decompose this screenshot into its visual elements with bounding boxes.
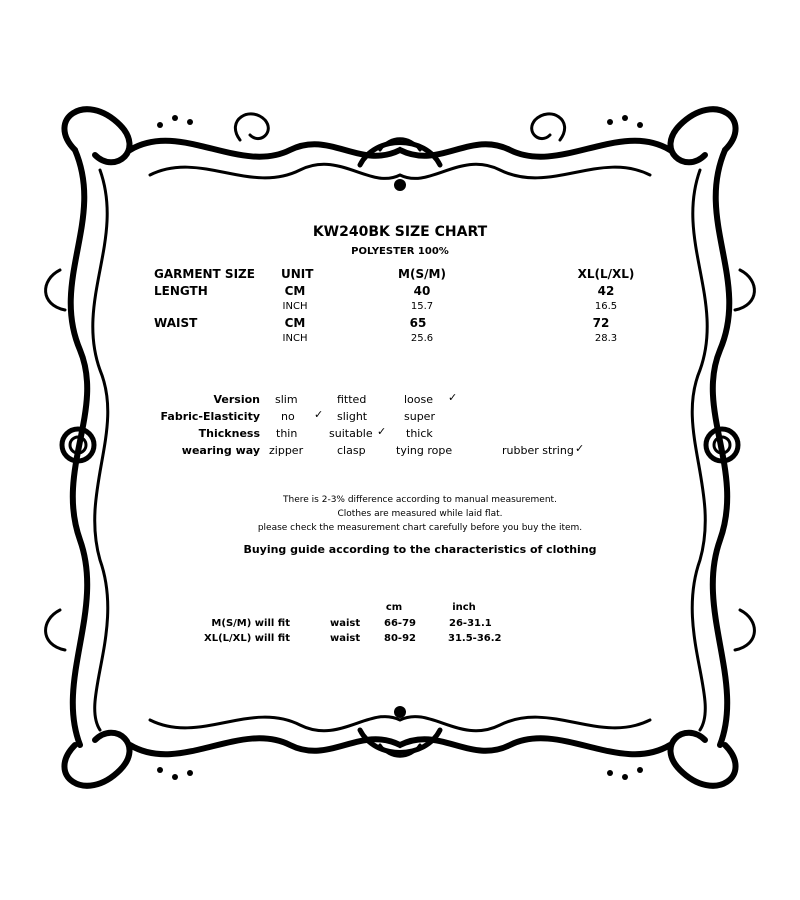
attr-label-wearing-way: wearing way: [181, 444, 260, 457]
row-label-length: LENGTH: [154, 284, 208, 298]
chart-subtitle: POLYESTER 100%: [351, 246, 449, 257]
fit-row-inch: 26-31.1: [449, 618, 492, 629]
attr-wearing-rubber-string: rubber string: [502, 444, 574, 457]
header-unit: UNIT: [281, 267, 314, 281]
attr-label-thickness: Thickness: [198, 427, 260, 440]
row-label-waist: WAIST: [154, 316, 198, 330]
attr-version-fitted: fitted: [337, 393, 367, 406]
note-laid-flat: Clothes are measured while laid flat.: [337, 509, 503, 519]
fit-row-size: M(S/M) will fit: [211, 618, 290, 629]
fit-header-cm: cm: [385, 602, 403, 613]
fit-row-part: waist: [330, 618, 361, 629]
fit-row-inch: 31.5-36.2: [448, 633, 502, 644]
header-garment-size: GARMENT SIZE: [154, 267, 255, 281]
row-unit-inch: INCH: [282, 333, 308, 344]
cell-length-m-cm: 40: [413, 284, 431, 298]
cell-waist-xl-inch: 28.3: [594, 333, 618, 344]
fit-row-cm: 80-92: [384, 633, 416, 644]
attr-wearing-clasp: clasp: [337, 444, 366, 457]
cell-waist-xl-cm: 72: [592, 316, 610, 330]
header-m: M(S/M): [398, 267, 446, 281]
chart-title: KW240BK SIZE CHART: [312, 224, 488, 240]
note-check-chart: please check the measurement chart carefully before you buy the item.: [257, 523, 583, 533]
attr-thickness-thick: thick: [406, 427, 433, 440]
attr-thickness-suitable: suitable: [329, 427, 373, 440]
check-icon: ✓: [575, 442, 585, 455]
fit-header-inch: inch: [452, 602, 476, 613]
attr-wearing-tying-rope: tying rope: [396, 444, 453, 457]
check-icon: ✓: [448, 391, 458, 404]
check-icon: ✓: [377, 425, 387, 438]
check-icon: ✓: [314, 408, 324, 421]
row-unit-cm: CM: [284, 316, 306, 330]
attr-elasticity-no: no: [281, 410, 295, 423]
note-measurement-difference: There is 2-3% difference according to manual measurement.: [283, 495, 557, 505]
attr-elasticity-super: super: [404, 410, 435, 423]
attr-version-loose: loose: [404, 393, 434, 406]
attr-wearing-zipper: zipper: [269, 444, 304, 457]
fit-row-part: waist: [330, 633, 361, 644]
attr-label-elasticity: Fabric-Elasticity: [160, 410, 260, 423]
attr-thickness-thin: thin: [276, 427, 298, 440]
fit-row-cm: 66-79: [384, 618, 416, 629]
row-unit-inch: INCH: [282, 301, 308, 312]
header-xl: XL(L/XL): [577, 267, 635, 281]
cell-waist-m-cm: 65: [409, 316, 427, 330]
cell-waist-m-inch: 25.6: [410, 333, 434, 344]
cell-length-xl-cm: 42: [597, 284, 615, 298]
attr-version-slim: slim: [275, 393, 298, 406]
cell-length-xl-inch: 16.5: [594, 301, 618, 312]
fit-row-size: XL(L/XL) will fit: [203, 633, 290, 644]
attr-label-version: Version: [213, 393, 260, 406]
row-unit-cm: CM: [284, 284, 306, 298]
cell-length-m-inch: 15.7: [410, 301, 434, 312]
attr-elasticity-slight: slight: [337, 410, 368, 423]
buying-guide-heading: Buying guide according to the characteristics of clothing: [243, 543, 597, 556]
